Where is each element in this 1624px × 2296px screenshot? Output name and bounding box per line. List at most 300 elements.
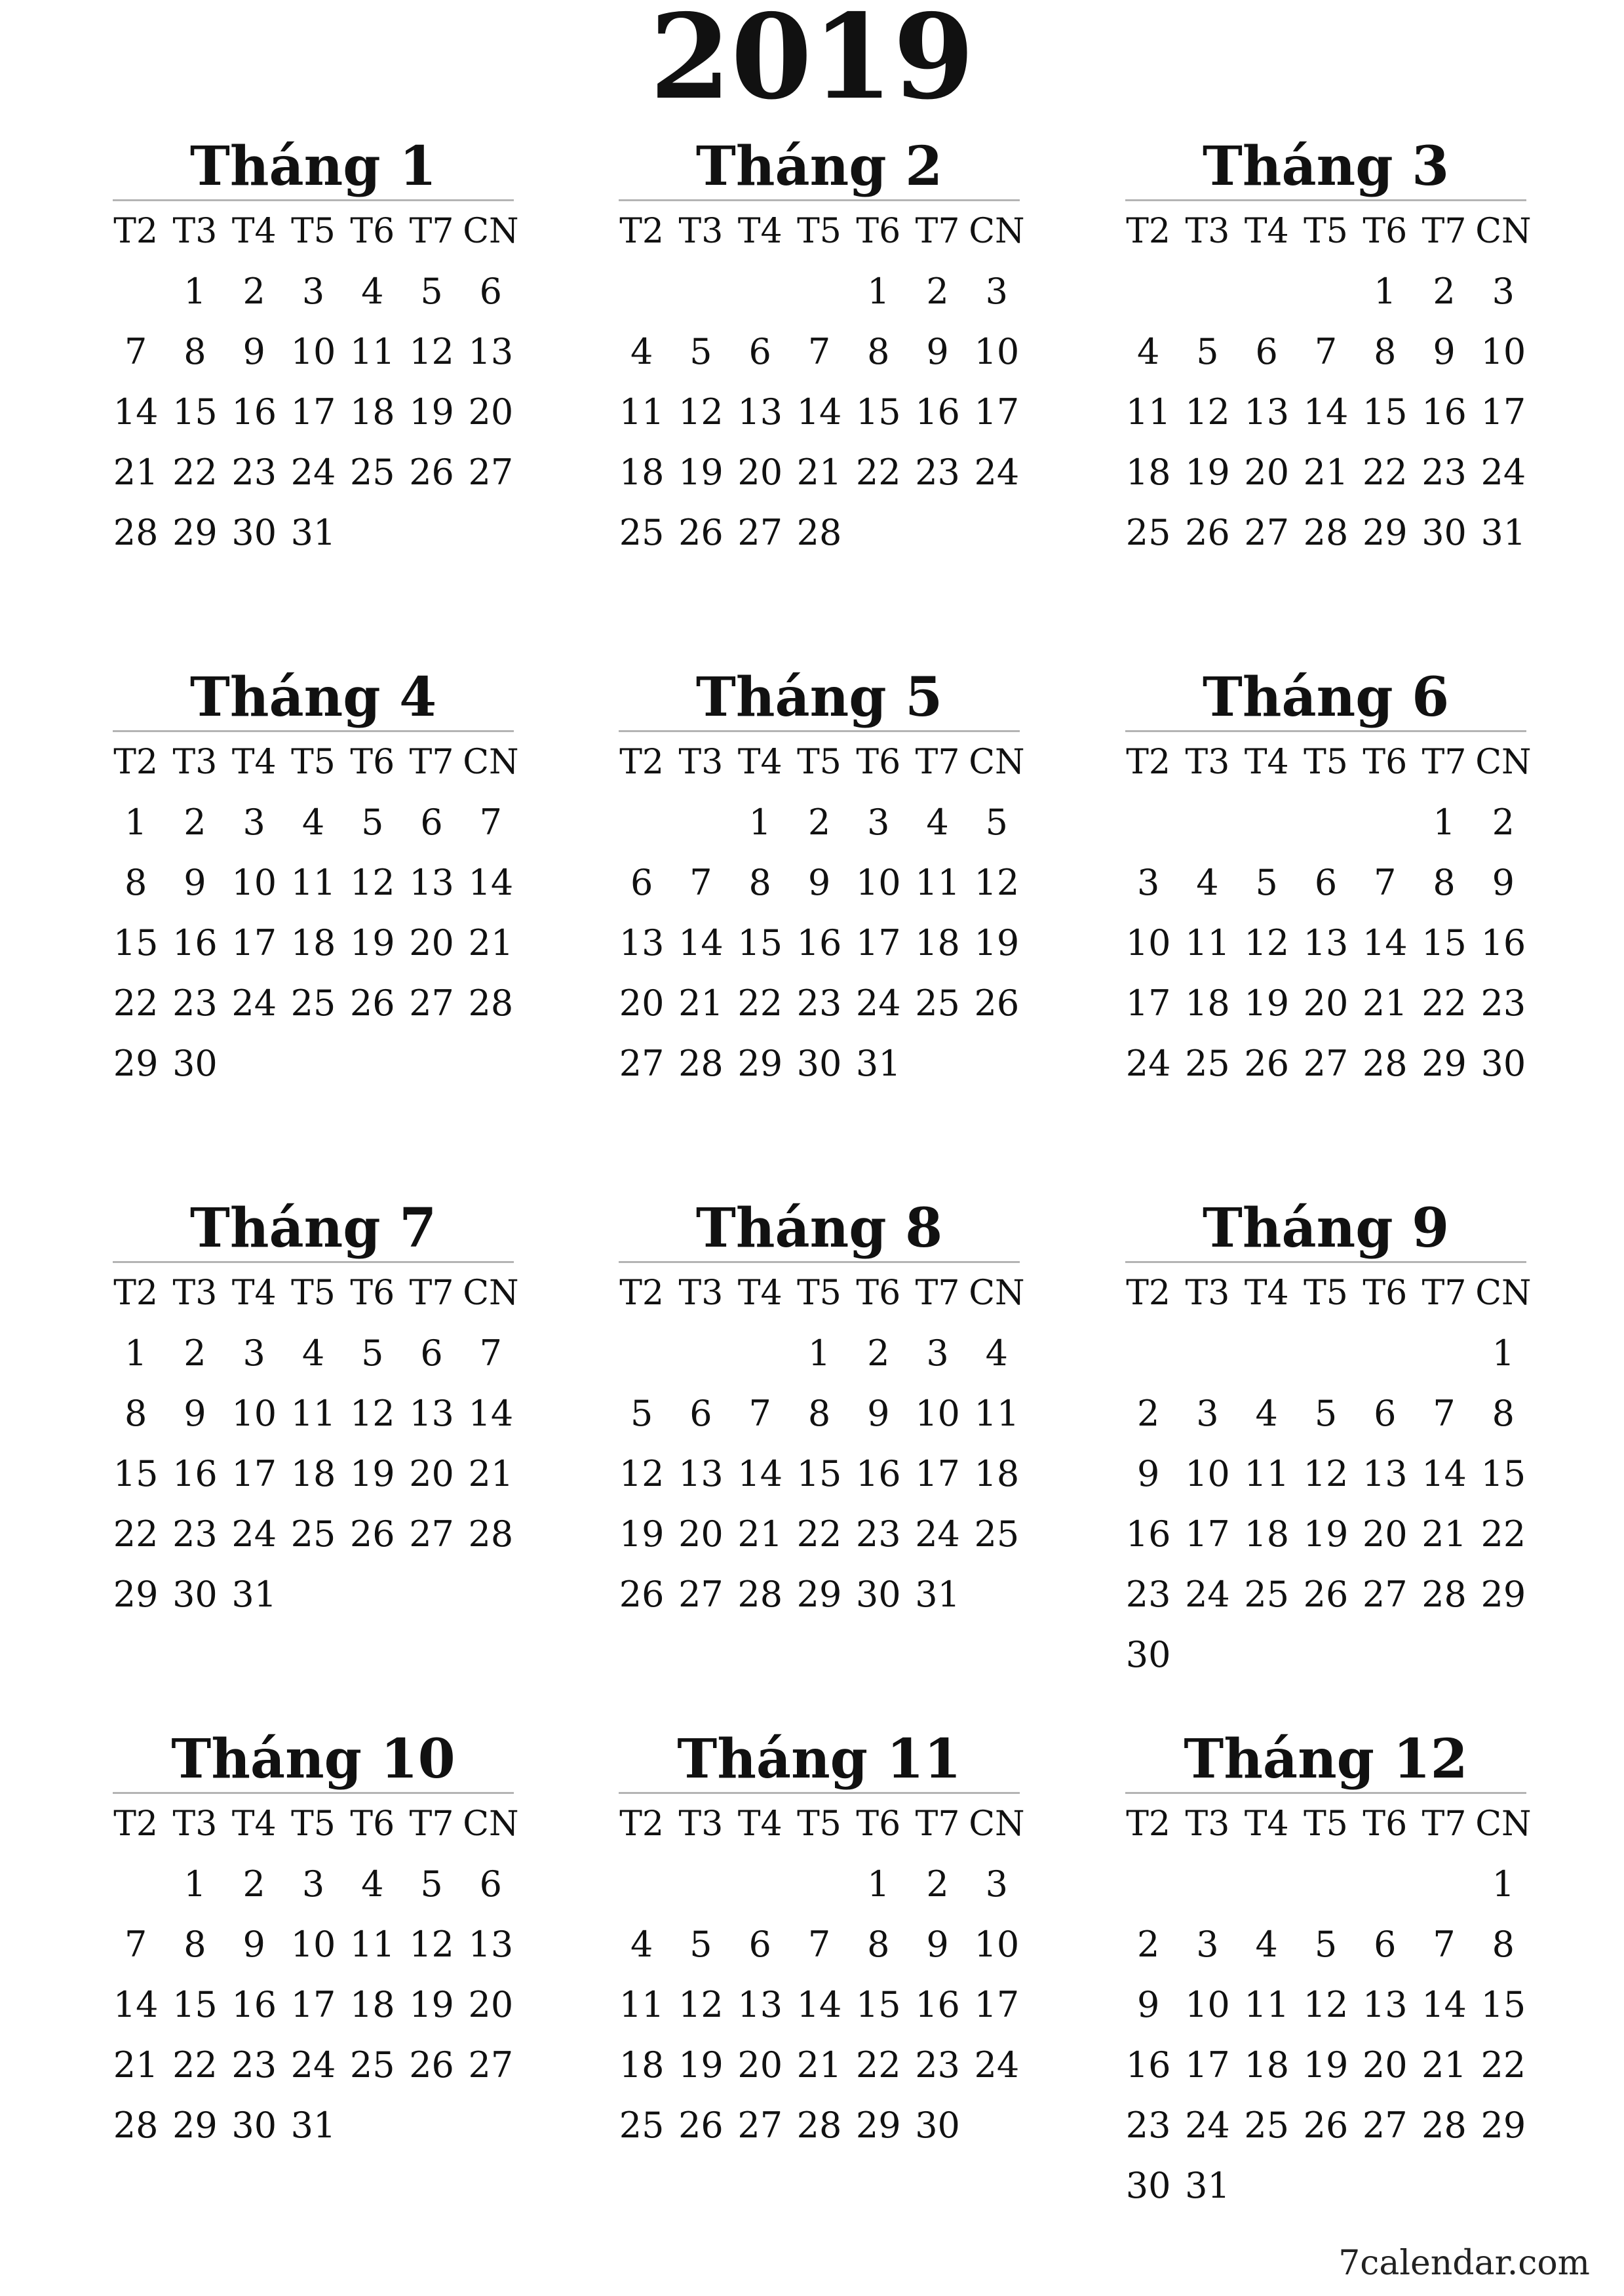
day-cell: 28	[796, 2105, 842, 2146]
weekday-header: T5	[1304, 212, 1348, 251]
day-cell: 19	[678, 452, 724, 493]
day-cell: 28	[468, 1513, 514, 1555]
weekday-header: T5	[797, 212, 841, 251]
day-cell: 12	[1244, 922, 1290, 963]
day-cell: 6	[420, 802, 443, 843]
day-cell: 15	[1421, 922, 1467, 963]
day-cell: 10	[290, 1924, 336, 1965]
day-cell: 15	[855, 1984, 901, 2025]
day-cell: 1	[807, 1333, 831, 1374]
day-cell: 31	[231, 1574, 277, 1615]
weekday-header: T6	[856, 1804, 901, 1844]
day-cell: 15	[737, 922, 783, 963]
day-cell: 4	[361, 1863, 384, 1905]
month-block	[619, 131, 1025, 563]
weekday-header: T2	[619, 1274, 665, 1313]
day-cell: 5	[420, 271, 443, 312]
month-grid	[106, 201, 520, 563]
empty-day-cell	[731, 1323, 790, 1384]
day-cell: 11	[619, 1984, 665, 2025]
day-cell: 17	[231, 1453, 277, 1494]
day-cell: 4	[301, 802, 325, 843]
day-cell: 6	[1314, 862, 1338, 903]
day-cell: 25	[290, 983, 336, 1024]
day-cell: 29	[172, 512, 218, 553]
day-cell: 1	[124, 802, 147, 843]
empty-day-cell	[1355, 1854, 1414, 1915]
weekday-header: T6	[1363, 1274, 1408, 1313]
day-cell: 3	[1492, 271, 1515, 312]
day-cell: 17	[855, 922, 901, 963]
day-cell: 3	[985, 271, 1009, 312]
day-cell: 22	[855, 452, 901, 493]
day-cell: 8	[124, 1393, 147, 1434]
day-cell: 27	[1303, 1043, 1349, 1084]
day-cell: 14	[1421, 1984, 1467, 2025]
day-cell: 3	[1136, 862, 1160, 903]
day-cell: 17	[290, 391, 336, 433]
empty-day-cell	[790, 262, 849, 322]
day-cell: 14	[1362, 922, 1408, 963]
weekday-header: T2	[619, 743, 665, 782]
empty-day-cell	[671, 1323, 730, 1384]
day-cell: 30	[915, 2105, 960, 2146]
day-cell: 17	[290, 1984, 336, 2025]
day-cell: 10	[1125, 922, 1171, 963]
day-cell: 5	[689, 331, 712, 372]
day-cell: 29	[796, 1574, 842, 1615]
weekday-header: T6	[350, 743, 395, 782]
day-cell: 10	[231, 862, 277, 903]
day-cell: 29	[737, 1043, 783, 1084]
weekday-header: T3	[172, 1804, 218, 1844]
day-cell: 9	[867, 1393, 890, 1434]
empty-day-cell	[671, 262, 730, 322]
day-cell: 26	[1303, 2105, 1349, 2146]
day-cell: 8	[1433, 862, 1456, 903]
empty-day-cell	[612, 262, 671, 322]
weekday-header: T5	[1304, 743, 1348, 782]
day-cell: 11	[1244, 1453, 1290, 1494]
day-cell: 16	[1480, 922, 1526, 963]
day-cell: 30	[1480, 1043, 1526, 1084]
month-title: Tháng 8	[619, 1193, 1020, 1263]
day-cell: 9	[1433, 331, 1456, 372]
day-cell: 27	[678, 1574, 724, 1615]
day-cell: 12	[1303, 1453, 1349, 1494]
weekday-header: T3	[678, 212, 724, 251]
day-cell: 31	[915, 1574, 960, 1615]
day-cell: 2	[867, 1333, 890, 1374]
day-cell: 20	[1244, 452, 1290, 493]
day-cell: 24	[290, 452, 336, 493]
day-cell: 6	[1255, 331, 1278, 372]
weekday-header: T3	[678, 743, 724, 782]
day-cell: 11	[974, 1393, 1020, 1434]
day-cell: 22	[796, 1513, 842, 1555]
day-cell: 8	[1492, 1924, 1515, 1965]
day-cell: 4	[1196, 862, 1219, 903]
weekday-header: T4	[1244, 743, 1289, 782]
day-cell: 28	[468, 983, 514, 1024]
weekday-header: T6	[350, 212, 395, 251]
day-cell: 2	[1136, 1924, 1160, 1965]
month-block	[1125, 1193, 1532, 1685]
day-cell: 30	[1125, 1634, 1171, 1675]
day-cell: 31	[1185, 2165, 1230, 2206]
day-cell: 8	[184, 331, 206, 372]
weekday-header: T4	[737, 1804, 783, 1844]
day-cell: 17	[974, 1984, 1020, 2025]
weekday-header: T2	[113, 212, 159, 251]
day-cell: 27	[1244, 512, 1290, 553]
day-cell: 10	[1185, 1984, 1230, 2025]
month-title: Tháng 1	[113, 131, 514, 201]
day-cell: 27	[409, 1513, 454, 1555]
day-cell: 16	[1421, 391, 1467, 433]
day-cell: 24	[290, 2044, 336, 2086]
day-cell: 3	[301, 271, 325, 312]
empty-day-cell	[1296, 262, 1355, 322]
day-cell: 16	[855, 1453, 901, 1494]
weekday-header: CN	[969, 1804, 1025, 1844]
empty-day-cell	[1119, 1854, 1178, 1915]
day-cell: 30	[1421, 512, 1467, 553]
day-cell: 18	[619, 2044, 665, 2086]
day-cell: 13	[1362, 1984, 1408, 2025]
day-cell: 25	[974, 1513, 1020, 1555]
day-cell: 11	[1185, 922, 1230, 963]
weekday-header: T3	[172, 1274, 218, 1313]
day-cell: 24	[1185, 1574, 1230, 1615]
day-cell: 9	[242, 331, 265, 372]
day-cell: 21	[678, 983, 724, 1024]
day-cell: 14	[468, 862, 514, 903]
day-cell: 7	[479, 802, 503, 843]
month-title: Tháng 7	[113, 1193, 514, 1263]
day-cell: 28	[796, 512, 842, 553]
day-cell: 28	[1303, 512, 1349, 553]
day-cell: 14	[737, 1453, 783, 1494]
weekday-header: T4	[737, 1274, 783, 1313]
weekday-header: CN	[969, 743, 1025, 782]
month-block	[113, 1724, 519, 2156]
month-block	[1125, 662, 1532, 1094]
empty-day-cell	[1237, 1323, 1296, 1384]
weekday-header: T7	[409, 1804, 454, 1844]
day-cell: 8	[867, 1924, 890, 1965]
day-cell: 24	[974, 452, 1020, 493]
day-cell: 9	[926, 1924, 949, 1965]
day-cell: 7	[1374, 862, 1397, 903]
day-cell: 22	[113, 1513, 159, 1555]
day-cell: 3	[301, 1863, 325, 1905]
day-cell: 7	[124, 331, 147, 372]
day-cell: 9	[807, 862, 831, 903]
day-cell: 4	[985, 1333, 1009, 1374]
day-cell: 6	[479, 1863, 503, 1905]
day-cell: 27	[1362, 2105, 1408, 2146]
day-cell: 7	[807, 1924, 831, 1965]
day-cell: 6	[1374, 1924, 1397, 1965]
day-cell: 30	[172, 1574, 218, 1615]
empty-day-cell	[1119, 262, 1178, 322]
empty-day-cell	[1119, 792, 1178, 853]
day-cell: 8	[748, 862, 771, 903]
day-cell: 5	[361, 802, 384, 843]
day-cell: 6	[748, 1924, 771, 1965]
day-cell: 18	[290, 1453, 336, 1494]
month-block	[1125, 131, 1532, 563]
day-cell: 4	[1136, 331, 1160, 372]
month-title: Tháng 3	[1125, 131, 1526, 201]
weekday-header: T7	[1421, 1274, 1467, 1313]
day-cell: 24	[231, 1513, 277, 1555]
day-cell: 8	[1374, 331, 1397, 372]
day-cell: 2	[184, 802, 206, 843]
weekday-header: T7	[1421, 743, 1467, 782]
day-cell: 19	[409, 391, 454, 433]
weekday-header: T7	[915, 743, 960, 782]
day-cell: 26	[349, 983, 395, 1024]
day-cell: 13	[468, 1924, 514, 1965]
day-cell: 8	[867, 331, 890, 372]
day-cell: 7	[1314, 331, 1338, 372]
day-cell: 18	[1125, 452, 1171, 493]
empty-day-cell	[671, 1854, 730, 1915]
empty-day-cell	[1414, 1854, 1473, 1915]
day-cell: 16	[796, 922, 842, 963]
month-block	[1125, 1724, 1532, 2216]
weekday-header: T4	[1244, 1274, 1289, 1313]
empty-day-cell	[671, 792, 730, 853]
month-block	[619, 1724, 1025, 2156]
footer-site-link[interactable]: 7calendar.com	[1338, 2244, 1590, 2283]
weekday-header: CN	[463, 743, 519, 782]
month-grid	[1119, 1794, 1533, 2216]
day-cell: 21	[796, 2044, 842, 2086]
day-cell: 3	[1196, 1393, 1219, 1434]
weekday-header: T4	[231, 743, 277, 782]
day-cell: 22	[113, 983, 159, 1024]
empty-day-cell	[1178, 1854, 1237, 1915]
day-cell: 29	[1480, 2105, 1526, 2146]
day-cell: 6	[420, 1333, 443, 1374]
month-grid	[106, 1794, 520, 2156]
day-cell: 10	[915, 1393, 960, 1434]
weekday-header: T4	[737, 743, 783, 782]
day-cell: 16	[1125, 2044, 1171, 2086]
empty-day-cell	[1119, 1323, 1178, 1384]
day-cell: 6	[630, 862, 653, 903]
day-cell: 17	[1125, 983, 1171, 1024]
day-cell: 25	[1244, 1574, 1290, 1615]
weekday-header: T6	[350, 1804, 395, 1844]
empty-day-cell	[731, 262, 790, 322]
day-cell: 5	[1314, 1924, 1338, 1965]
year-title: 2019	[649, 0, 975, 125]
day-cell: 4	[630, 1924, 653, 1965]
day-cell: 2	[242, 271, 265, 312]
day-cell: 9	[184, 862, 206, 903]
empty-day-cell	[612, 792, 671, 853]
day-cell: 14	[678, 922, 724, 963]
day-cell: 24	[1125, 1043, 1171, 1084]
day-cell: 31	[290, 512, 336, 553]
weekday-header: T3	[1185, 1274, 1230, 1313]
day-cell: 22	[1362, 452, 1408, 493]
day-cell: 27	[468, 452, 514, 493]
day-cell: 1	[1374, 271, 1397, 312]
day-cell: 1	[867, 1863, 890, 1905]
day-cell: 23	[915, 2044, 960, 2086]
weekday-header: T5	[291, 212, 336, 251]
day-cell: 15	[172, 1984, 218, 2025]
day-cell: 13	[1303, 922, 1349, 963]
weekday-header: T3	[1185, 1804, 1230, 1844]
day-cell: 14	[113, 391, 159, 433]
day-cell: 25	[349, 452, 395, 493]
day-cell: 25	[1125, 512, 1171, 553]
day-cell: 21	[468, 922, 514, 963]
day-cell: 20	[619, 983, 665, 1024]
empty-day-cell	[106, 1854, 165, 1915]
weekday-header: T6	[856, 1274, 901, 1313]
day-cell: 14	[796, 1984, 842, 2025]
day-cell: 11	[619, 391, 665, 433]
day-cell: 1	[184, 271, 206, 312]
empty-day-cell	[1237, 792, 1296, 853]
day-cell: 25	[1185, 1043, 1230, 1084]
day-cell: 16	[172, 1453, 218, 1494]
day-cell: 10	[231, 1393, 277, 1434]
day-cell: 10	[290, 331, 336, 372]
day-cell: 13	[409, 862, 454, 903]
day-cell: 2	[1433, 271, 1456, 312]
day-cell: 7	[479, 1333, 503, 1374]
day-cell: 4	[1255, 1924, 1278, 1965]
day-cell: 8	[124, 862, 147, 903]
day-cell: 12	[1185, 391, 1230, 433]
day-cell: 7	[807, 331, 831, 372]
day-cell: 21	[796, 452, 842, 493]
day-cell: 7	[124, 1924, 147, 1965]
day-cell: 13	[468, 331, 514, 372]
weekday-header: T3	[678, 1804, 724, 1844]
empty-day-cell	[1296, 1323, 1355, 1384]
day-cell: 20	[1362, 2044, 1408, 2086]
weekday-header: T5	[1304, 1274, 1348, 1313]
month-grid	[612, 1263, 1026, 1625]
day-cell: 13	[737, 391, 783, 433]
day-cell: 26	[619, 1574, 665, 1615]
day-cell: 22	[855, 2044, 901, 2086]
month-block	[113, 1193, 519, 1625]
day-cell: 16	[915, 1984, 960, 2025]
day-cell: 11	[290, 862, 336, 903]
day-cell: 15	[113, 1453, 159, 1494]
day-cell: 23	[1480, 983, 1526, 1024]
day-cell: 22	[172, 452, 218, 493]
day-cell: 10	[855, 862, 901, 903]
empty-day-cell	[1237, 262, 1296, 322]
day-cell: 25	[290, 1513, 336, 1555]
month-block	[113, 131, 519, 563]
day-cell: 13	[1244, 391, 1290, 433]
day-cell: 26	[349, 1513, 395, 1555]
weekday-header: T2	[619, 1804, 665, 1844]
weekday-header: T7	[409, 1274, 454, 1313]
day-cell: 1	[1492, 1863, 1515, 1905]
weekday-header: CN	[969, 212, 1025, 251]
weekday-header: T6	[856, 212, 901, 251]
empty-day-cell	[1355, 1323, 1414, 1384]
day-cell: 9	[1136, 1984, 1160, 2025]
day-cell: 21	[113, 452, 159, 493]
day-cell: 13	[678, 1453, 724, 1494]
day-cell: 1	[1492, 1333, 1515, 1374]
empty-day-cell	[1296, 1854, 1355, 1915]
day-cell: 24	[915, 1513, 960, 1555]
day-cell: 20	[737, 452, 783, 493]
day-cell: 3	[985, 1863, 1009, 1905]
day-cell: 4	[630, 331, 653, 372]
day-cell: 23	[172, 983, 218, 1024]
day-cell: 9	[1136, 1453, 1160, 1494]
empty-day-cell	[1414, 1323, 1473, 1384]
day-cell: 9	[1492, 862, 1515, 903]
day-cell: 28	[113, 512, 159, 553]
day-cell: 26	[1303, 1574, 1349, 1615]
day-cell: 29	[1480, 1574, 1526, 1615]
day-cell: 3	[242, 1333, 265, 1374]
day-cell: 26	[974, 983, 1020, 1024]
day-cell: 17	[974, 391, 1020, 433]
month-grid	[1119, 1263, 1533, 1685]
day-cell: 19	[1244, 983, 1290, 1024]
day-cell: 11	[349, 331, 395, 372]
day-cell: 26	[409, 2044, 454, 2086]
weekday-header: T3	[678, 1274, 724, 1313]
day-cell: 27	[1362, 1574, 1408, 1615]
day-cell: 19	[1303, 2044, 1349, 2086]
day-cell: 1	[1433, 802, 1456, 843]
day-cell: 27	[468, 2044, 514, 2086]
empty-day-cell	[106, 262, 165, 322]
day-cell: 2	[242, 1863, 265, 1905]
day-cell: 19	[678, 2044, 724, 2086]
day-cell: 28	[113, 2105, 159, 2146]
weekday-header: T2	[619, 212, 665, 251]
day-cell: 21	[1421, 1513, 1467, 1555]
day-cell: 16	[231, 1984, 277, 2025]
weekday-header: T2	[113, 1804, 159, 1844]
day-cell: 2	[807, 802, 831, 843]
day-cell: 22	[1480, 2044, 1526, 2086]
day-cell: 23	[915, 452, 960, 493]
day-cell: 12	[974, 862, 1020, 903]
day-cell: 27	[409, 983, 454, 1024]
empty-day-cell	[1237, 1854, 1296, 1915]
weekday-header: T5	[291, 1274, 336, 1313]
day-cell: 15	[855, 391, 901, 433]
month-title: Tháng 2	[619, 131, 1020, 201]
day-cell: 2	[184, 1333, 206, 1374]
empty-day-cell	[612, 1854, 671, 1915]
weekday-header: T5	[797, 1804, 841, 1844]
day-cell: 30	[1125, 2165, 1171, 2206]
day-cell: 16	[915, 391, 960, 433]
